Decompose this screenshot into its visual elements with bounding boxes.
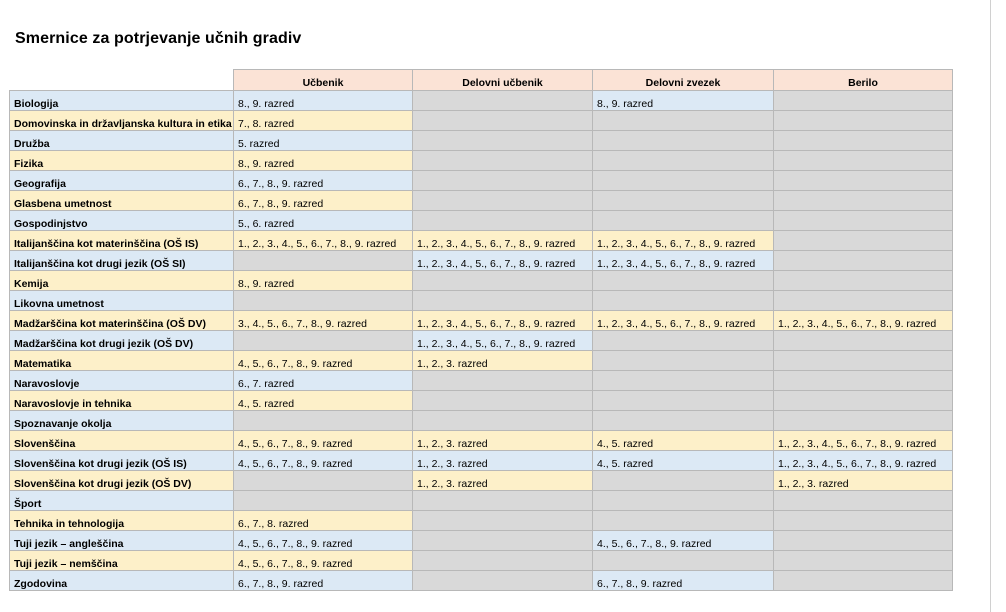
page-edge — [990, 0, 991, 612]
grade-cell — [593, 131, 774, 151]
grade-cell: 4., 5., 6., 7., 8., 9. razred — [234, 451, 413, 471]
header-corner — [10, 70, 234, 91]
grade-cell — [413, 151, 593, 171]
subject-cell: Tuji jezik – angleščina — [10, 531, 234, 551]
grade-cell — [774, 131, 953, 151]
subject-cell: Matematika — [10, 351, 234, 371]
column-header-delovni-zvezek: Delovni zvezek — [593, 70, 774, 91]
subject-cell: Slovenščina — [10, 431, 234, 451]
grade-cell — [413, 411, 593, 431]
grade-cell: 8., 9. razred — [593, 91, 774, 111]
grade-cell: 1., 2., 3., 4., 5., 6., 7., 8., 9. razred — [413, 231, 593, 251]
grade-cell: 1., 2., 3., 4., 5., 6., 7., 8., 9. razred — [593, 311, 774, 331]
grade-cell — [234, 411, 413, 431]
table-row — [10, 291, 953, 311]
table-row — [10, 551, 953, 571]
grade-cell — [234, 251, 413, 271]
grade-cell: 3., 4., 5., 6., 7., 8., 9. razred — [234, 311, 413, 331]
column-header-berilo: Berilo — [774, 70, 953, 91]
grade-cell — [413, 271, 593, 291]
table-row — [10, 471, 953, 491]
grade-cell — [774, 551, 953, 571]
grade-cell — [774, 571, 953, 591]
table-row — [10, 511, 953, 531]
grade-cell — [413, 571, 593, 591]
grade-cell — [593, 111, 774, 131]
subject-cell: Spoznavanje okolja — [10, 411, 234, 431]
subject-cell: Domovinska in državljanska kultura in etika — [10, 111, 234, 131]
table-row — [10, 451, 953, 471]
table-row — [10, 151, 953, 171]
grade-cell: 8., 9. razred — [234, 151, 413, 171]
table-row — [10, 111, 953, 131]
grade-cell — [413, 531, 593, 551]
grade-cell — [774, 251, 953, 271]
subject-cell: Tuji jezik – nemščina — [10, 551, 234, 571]
grade-cell: 4., 5. razred — [593, 431, 774, 451]
grade-cell — [774, 111, 953, 131]
table-row — [10, 91, 953, 111]
grade-cell: 4., 5., 6., 7., 8., 9. razred — [593, 531, 774, 551]
grade-cell — [593, 511, 774, 531]
grade-cell: 6., 7., 8., 9. razred — [234, 191, 413, 211]
grade-cell — [413, 551, 593, 571]
grade-cell — [774, 411, 953, 431]
grade-cell — [774, 191, 953, 211]
grade-cell — [593, 331, 774, 351]
grade-cell — [593, 171, 774, 191]
grade-cell: 4., 5., 6., 7., 8., 9. razred — [234, 551, 413, 571]
subject-cell: Madžarščina kot materinščina (OŠ DV) — [10, 311, 234, 331]
grade-cell: 1., 2., 3., 4., 5., 6., 7., 8., 9. razred — [774, 311, 953, 331]
table-row — [10, 271, 953, 291]
grade-cell: 4., 5. razred — [234, 391, 413, 411]
table-row — [10, 351, 953, 371]
subject-cell: Kemija — [10, 271, 234, 291]
subject-cell: Italijanščina kot drugi jezik (OŠ SI) — [10, 251, 234, 271]
grade-cell — [413, 91, 593, 111]
grade-cell — [774, 91, 953, 111]
subject-cell: Biologija — [10, 91, 234, 111]
table-row — [10, 491, 953, 511]
subject-cell: Madžarščina kot drugi jezik (OŠ DV) — [10, 331, 234, 351]
grade-cell — [593, 411, 774, 431]
subject-cell: Italijanščina kot materinščina (OŠ IS) — [10, 231, 234, 251]
grade-cell — [774, 351, 953, 371]
grade-cell: 6., 7. razred — [234, 371, 413, 391]
table-row — [10, 371, 953, 391]
header-row — [10, 70, 953, 91]
subject-cell: Likovna umetnost — [10, 291, 234, 311]
grade-cell — [413, 491, 593, 511]
grade-cell: 4., 5., 6., 7., 8., 9. razred — [234, 431, 413, 451]
table-row — [10, 191, 953, 211]
grade-cell — [593, 491, 774, 511]
grade-cell: 1., 2., 3. razred — [413, 431, 593, 451]
grade-cell — [593, 291, 774, 311]
grade-cell: 4., 5., 6., 7., 8., 9. razred — [234, 531, 413, 551]
grade-cell — [593, 391, 774, 411]
subject-cell: Gospodinjstvo — [10, 211, 234, 231]
grade-cell: 1., 2., 3., 4., 5., 6., 7., 8., 9. razred — [413, 311, 593, 331]
grade-cell — [234, 291, 413, 311]
grade-cell — [593, 151, 774, 171]
grade-cell: 6., 7., 8. razred — [234, 511, 413, 531]
grade-cell — [774, 151, 953, 171]
grade-cell — [774, 211, 953, 231]
grade-cell — [774, 531, 953, 551]
grade-cell: 1., 2., 3., 4., 5., 6., 7., 8., 9. razred — [234, 231, 413, 251]
table-row — [10, 431, 953, 451]
grade-cell: 1., 2., 3. razred — [413, 471, 593, 491]
subject-cell: Fizika — [10, 151, 234, 171]
grade-cell — [774, 371, 953, 391]
grade-cell: 8., 9. razred — [234, 91, 413, 111]
grade-cell — [593, 351, 774, 371]
grade-cell — [593, 191, 774, 211]
grade-cell: 1., 2., 3., 4., 5., 6., 7., 8., 9. razred — [774, 431, 953, 451]
grade-cell: 6., 7., 8., 9. razred — [234, 571, 413, 591]
grade-cell — [593, 551, 774, 571]
grade-cell — [593, 471, 774, 491]
table-row — [10, 171, 953, 191]
table-body — [10, 91, 953, 591]
grade-cell — [413, 291, 593, 311]
table-row — [10, 331, 953, 351]
grade-cell: 1., 2., 3., 4., 5., 6., 7., 8., 9. razred — [593, 231, 774, 251]
grade-cell — [413, 511, 593, 531]
subject-cell: Šport — [10, 491, 234, 511]
column-header-ucbenik: Učbenik — [234, 70, 413, 91]
grade-cell: 1., 2., 3. razred — [774, 471, 953, 491]
subject-cell: Slovenščina kot drugi jezik (OŠ IS) — [10, 451, 234, 471]
grade-cell — [774, 331, 953, 351]
grade-cell: 4., 5., 6., 7., 8., 9. razred — [234, 351, 413, 371]
grade-cell: 6., 7., 8., 9. razred — [593, 571, 774, 591]
table-row — [10, 131, 953, 151]
grade-cell: 1., 2., 3., 4., 5., 6., 7., 8., 9. razred — [593, 251, 774, 271]
grade-cell — [774, 391, 953, 411]
subject-cell: Slovenščina kot drugi jezik (OŠ DV) — [10, 471, 234, 491]
table-row — [10, 531, 953, 551]
grade-cell — [593, 211, 774, 231]
table-row — [10, 231, 953, 251]
table-row — [10, 571, 953, 591]
subject-cell: Naravoslovje in tehnika — [10, 391, 234, 411]
grade-cell: 6., 7., 8., 9. razred — [234, 171, 413, 191]
grade-cell — [774, 271, 953, 291]
grade-cell: 5. razred — [234, 131, 413, 151]
table-row — [10, 251, 953, 271]
table-row — [10, 391, 953, 411]
grade-cell — [774, 511, 953, 531]
grade-cell — [593, 371, 774, 391]
grade-cell — [413, 111, 593, 131]
grade-cell: 4., 5. razred — [593, 451, 774, 471]
subject-cell: Tehnika in tehnologija — [10, 511, 234, 531]
grade-cell — [774, 291, 953, 311]
materials-table — [9, 69, 953, 591]
table-row — [10, 411, 953, 431]
grade-cell: 8., 9. razred — [234, 271, 413, 291]
grade-cell — [234, 331, 413, 351]
column-header-delovni-ucbenik: Delovni učbenik — [413, 70, 593, 91]
table-row — [10, 311, 953, 331]
grade-cell — [413, 191, 593, 211]
grade-cell — [774, 171, 953, 191]
grade-cell — [413, 131, 593, 151]
subject-cell: Glasbena umetnost — [10, 191, 234, 211]
grade-cell — [413, 171, 593, 191]
grade-cell — [593, 271, 774, 291]
page-title: Smernice za potrjevanje učnih gradiv — [15, 30, 302, 47]
grade-cell: 1., 2., 3., 4., 5., 6., 7., 8., 9. razred — [413, 251, 593, 271]
grade-cell: 5., 6. razred — [234, 211, 413, 231]
grade-cell: 1., 2., 3. razred — [413, 351, 593, 371]
grade-cell: 7., 8. razred — [234, 111, 413, 131]
grade-cell: 1., 2., 3. razred — [413, 451, 593, 471]
grade-cell — [413, 371, 593, 391]
grade-cell — [774, 231, 953, 251]
subject-cell: Naravoslovje — [10, 371, 234, 391]
subject-cell: Geografija — [10, 171, 234, 191]
grade-cell: 1., 2., 3., 4., 5., 6., 7., 8., 9. razred — [413, 331, 593, 351]
grade-cell — [234, 471, 413, 491]
grade-cell — [774, 491, 953, 511]
grade-cell — [413, 391, 593, 411]
subject-cell: Zgodovina — [10, 571, 234, 591]
subject-cell: Družba — [10, 131, 234, 151]
grade-cell: 1., 2., 3., 4., 5., 6., 7., 8., 9. razred — [774, 451, 953, 471]
table-row — [10, 211, 953, 231]
grade-cell — [413, 211, 593, 231]
grade-cell — [234, 491, 413, 511]
